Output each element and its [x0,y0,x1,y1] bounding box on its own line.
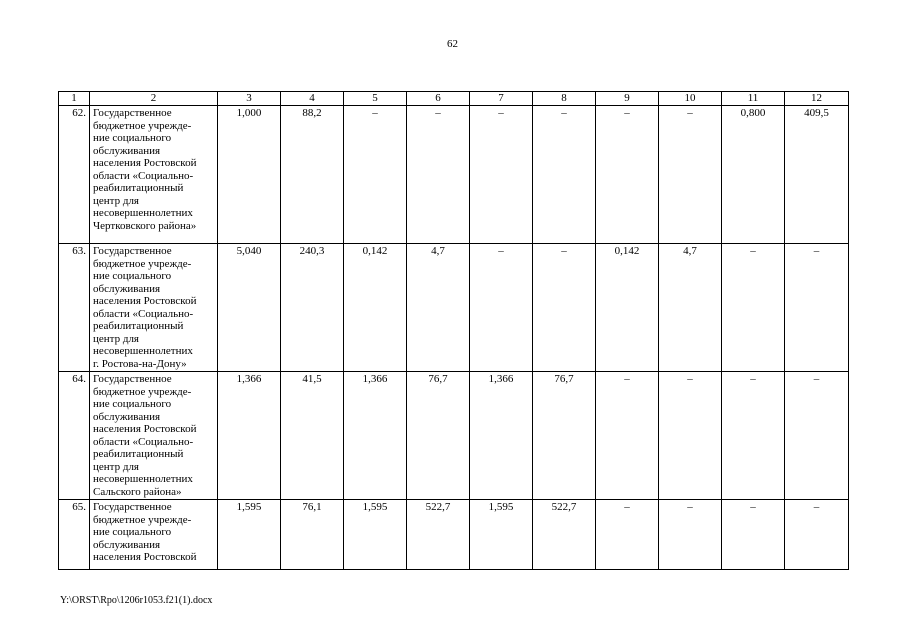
cell-value: – [533,244,596,372]
cell-value: 5,040 [218,244,281,372]
cell-value: – [596,500,659,570]
row-number: 63. [59,244,90,372]
row-number: 64. [59,372,90,500]
column-header: 9 [596,92,659,106]
cell-value: – [659,500,722,570]
cell-value: 1,595 [218,500,281,570]
column-header: 2 [90,92,218,106]
column-header: 5 [344,92,407,106]
cell-value: 76,7 [533,372,596,500]
cell-value: – [785,244,849,372]
cell-value: 522,7 [533,500,596,570]
column-header: 4 [281,92,344,106]
cell-value: 240,3 [281,244,344,372]
cell-value: 4,7 [659,244,722,372]
institution-name: Государственное бюджетное учрежде- ние социального обслуживания населения Ростовской [90,500,218,570]
row-number: 62. [59,106,90,244]
institution-name: Государственное бюджетное учрежде- ние социального обслуживания населения Ростовской области «Социально- реабилитационный центр для несовершеннолетних Чертковского района» [90,106,218,244]
cell-value: 1,595 [470,500,533,570]
file-path-footer: Y:\ORST\Rpo\1206r1053.f21(1).docx [60,595,213,606]
cell-value: 76,1 [281,500,344,570]
cell-value: – [659,106,722,244]
column-header: 6 [407,92,470,106]
column-header: 3 [218,92,281,106]
cell-value: 522,7 [407,500,470,570]
cell-value: 0,800 [722,106,785,244]
cell-value: – [785,500,849,570]
cell-value: – [659,372,722,500]
cell-value: 88,2 [281,106,344,244]
column-header: 10 [659,92,722,106]
cell-value: – [470,244,533,372]
header-row [59,92,849,106]
cell-value: 0,142 [596,244,659,372]
page-number: 62 [447,38,458,50]
data-table [58,91,849,570]
cell-value: – [470,106,533,244]
row-number: 65. [59,500,90,570]
cell-value: – [596,106,659,244]
cell-value: – [722,372,785,500]
cell-value: – [722,244,785,372]
cell-value: – [596,372,659,500]
cell-value: 409,5 [785,106,849,244]
table-row [59,106,849,244]
cell-value: – [785,372,849,500]
cell-value: 1,366 [470,372,533,500]
cell-value: – [533,106,596,244]
cell-value: 1,595 [344,500,407,570]
table-row [59,244,849,372]
institution-name: Государственное бюджетное учрежде- ние социального обслуживания населения Ростовской области «Социально- реабилитационный центр для несовершеннолетних г. Ростова-на-Дону» [90,244,218,372]
cell-value: 1,000 [218,106,281,244]
column-header: 1 [59,92,90,106]
cell-value: 4,7 [407,244,470,372]
table-row [59,500,849,570]
cell-value: 0,142 [344,244,407,372]
table-row [59,372,849,500]
column-header: 12 [785,92,849,106]
column-header: 7 [470,92,533,106]
cell-value: 41,5 [281,372,344,500]
institution-name: Государственное бюджетное учрежде- ние социального обслуживания населения Ростовской области «Социально- реабилитационный центр для несовершеннолетних Сальского района» [90,372,218,500]
cell-value: – [344,106,407,244]
cell-value: – [722,500,785,570]
column-header: 11 [722,92,785,106]
cell-value: 1,366 [344,372,407,500]
cell-value: – [407,106,470,244]
cell-value: 76,7 [407,372,470,500]
cell-value: 1,366 [218,372,281,500]
column-header: 8 [533,92,596,106]
